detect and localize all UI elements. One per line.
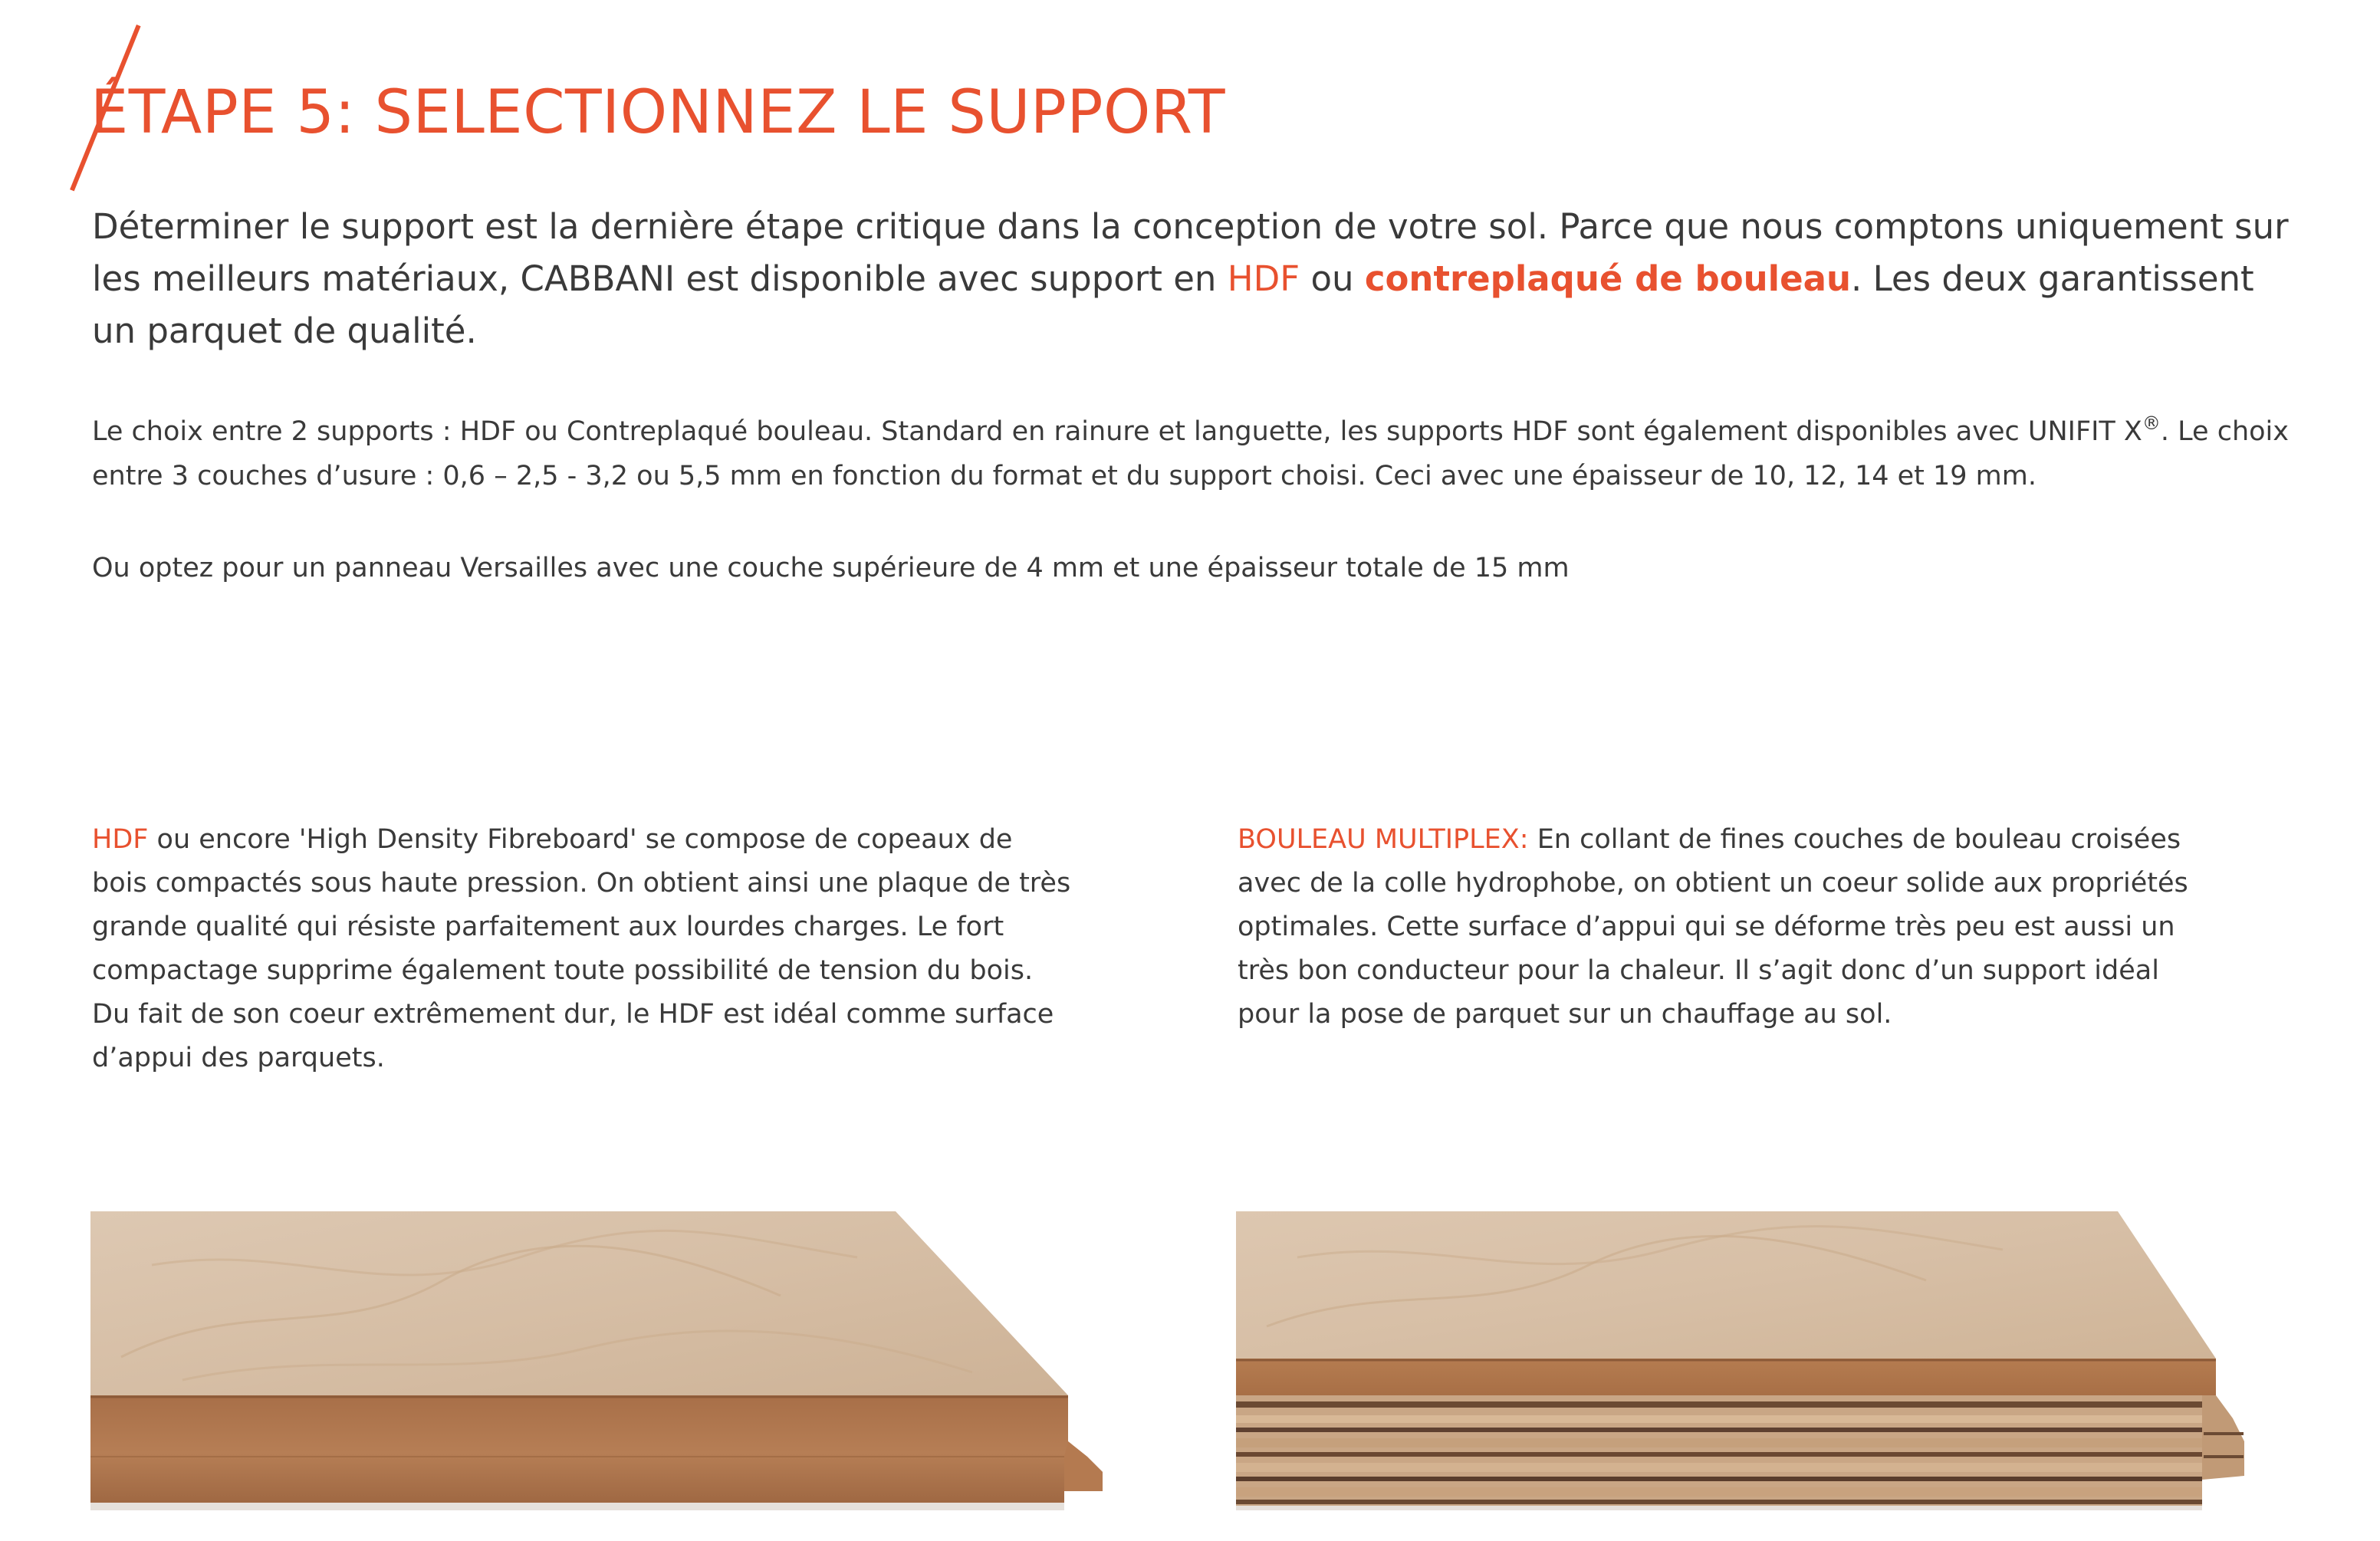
supports-paragraph: [92, 409, 2300, 498]
multiplex-description: [1238, 818, 2188, 1037]
page-title: ÉTAPE 5: SELECTIONNEZ LE SUPPORT: [90, 78, 1226, 147]
intro-paragraph: [92, 201, 2300, 357]
intro-text-2: ou: [1300, 258, 1365, 299]
contreplaque-bouleau-link[interactable]: contreplaqué de bouleau: [1364, 258, 1852, 299]
versailles-paragraph: Ou optez pour un panneau Versailles avec une couche supérieure de 4 mm et une épaisseur totale de 15 mm: [92, 553, 1570, 583]
multiplex-text: En collant de fines couches de bouleau croisées avec de la colle hydrophobe, on obtient un coeur solide aux propriétés optimales. Cette surface d’appui qui se déforme très peu est aussi un très bon conducteur pour la chaleur. Il s’agit donc d’un support idéal pour la pose de parquet sur un chauffage au sol.: [1238, 824, 2188, 1030]
hdf-board-image: [90, 1127, 1118, 1510]
registered-mark: ®: [2142, 412, 2161, 434]
supports-text-1: Le choix entre 2 supports : HDF ou Contreplaqué bouleau. Standard en rainure et languette, les supports HDF sont également disponibles avec UNIFIT X: [92, 416, 2142, 447]
hdf-text: ou encore 'High Density Fibreboard' se compose de copeaux de bois compactés sous haute pression. On obtient ainsi une plaque de très grande qualité qui résiste parfaitement aux lourdes charges. Le fort compactage supprime également toute possibilité de tension du bois. Du fait de son coeur extrêmement dur, le HDF est idéal comme surface d’appui des parquets.: [92, 824, 1071, 1073]
multiplex-label: BOULEAU MULTIPLEX:: [1238, 824, 1529, 855]
supports-text-2: . Le choix entre 3 couches d’usure : 0,6 – 2,5 - 3,2 ou 5,5 mm en fonction du format et du support choisi. Ceci avec une épaisseur de 10, 12, 14 et 19 mm.: [92, 416, 2289, 491]
hdf-link[interactable]: HDF: [1227, 258, 1300, 299]
intro-text-1: Déterminer le support est la dernière étape critique dans la conception de votre sol. Parce que nous comptons uniquement sur les meilleurs matériaux, CABBANI est disponible avec support en: [92, 206, 2289, 299]
hdf-label: HDF: [92, 824, 149, 855]
multiplex-board-image: [1236, 1127, 2263, 1510]
hdf-description: [92, 818, 1073, 1080]
intro-text-3: . Les deux garantissent un parquet de qualité.: [92, 258, 2254, 351]
